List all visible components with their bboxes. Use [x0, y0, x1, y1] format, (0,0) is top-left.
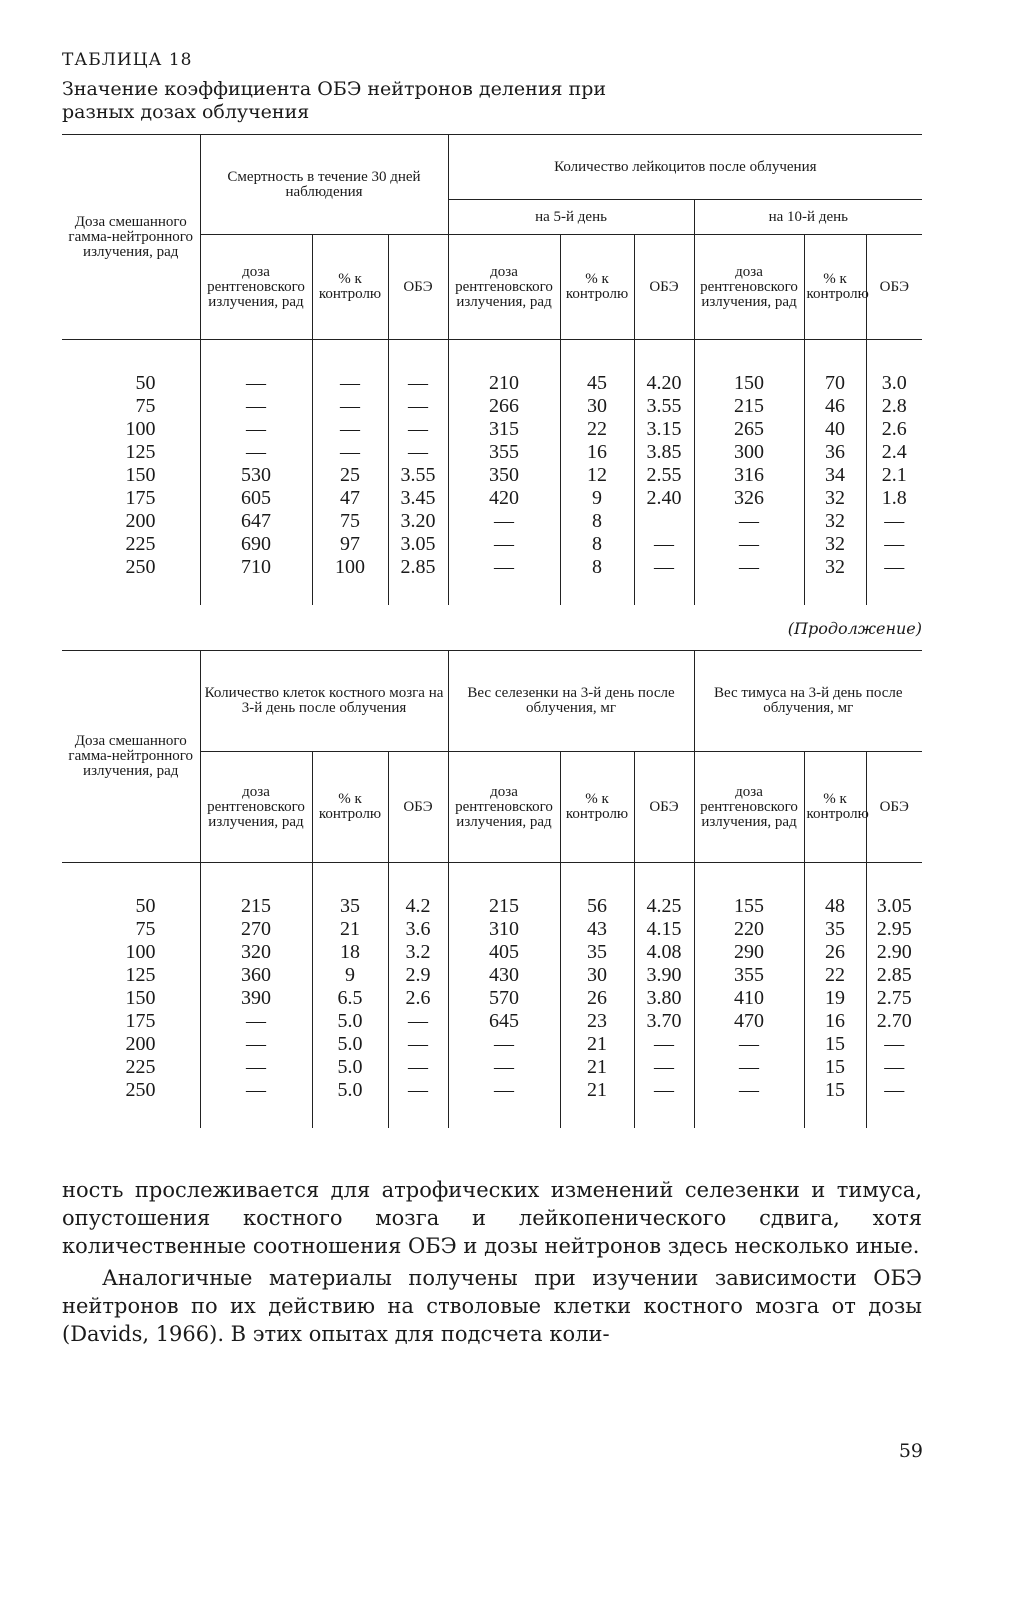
value-cell: — [866, 533, 922, 556]
value-cell: 210 [448, 372, 560, 395]
value-cell: — [200, 1056, 312, 1079]
value-cell: 4.08 [634, 941, 694, 964]
subheader-obe: ОБЭ [866, 235, 922, 340]
header-thymus: Вес тимуса на 3-й день после облучения, мг [694, 651, 922, 752]
value-cell: 265 [694, 418, 804, 441]
value-cell: 30 [560, 395, 634, 418]
page-number: 59 [898, 1440, 923, 1462]
value-cell: 316 [694, 464, 804, 487]
spacer-cell [866, 340, 922, 373]
value-cell: — [388, 1010, 448, 1033]
paragraph-2: Аналогичные материалы получены при изучении зависимости ОБЭ нейтронов по их действию на стволовые клетки костного мозга от дозы (Davids, 1966). В этих опытах для подсчета коли- [62, 1266, 922, 1346]
subheader-dose: доза рентгеновского излучения, рад [694, 235, 804, 340]
value-cell: 3.90 [634, 964, 694, 987]
value-cell: — [448, 556, 560, 579]
table-row [62, 441, 922, 464]
value-cell: 355 [448, 441, 560, 464]
dose-cell: 175 [125, 487, 156, 509]
dose-cell: 225 [125, 533, 156, 555]
table-row [62, 510, 922, 533]
value-cell: — [866, 556, 922, 579]
spacer-cell [866, 579, 922, 605]
value-cell: 35 [804, 918, 866, 941]
value-cell: 2.85 [388, 556, 448, 579]
value-cell: — [448, 1079, 560, 1102]
subheader-pct: % к контролю [804, 235, 866, 340]
value-cell: 15 [804, 1033, 866, 1056]
value-cell: 43 [560, 918, 634, 941]
spacer-cell [804, 863, 866, 896]
subheader-dose: доза рентгеновского излучения, рад [694, 752, 804, 863]
value-cell: — [634, 1056, 694, 1079]
value-cell: 645 [448, 1010, 560, 1033]
header-spleen: Вес селезенки на 3-й день после облучения, мг [448, 651, 694, 752]
subheader-dose: доза рентгеновского излучения, рад [448, 752, 560, 863]
value-cell: — [866, 1079, 922, 1102]
value-cell: 25 [312, 464, 388, 487]
value-cell: 270 [200, 918, 312, 941]
value-cell: — [388, 441, 448, 464]
table-part-2-body [62, 863, 922, 1129]
spacer-cell [312, 1102, 388, 1128]
value-cell: 215 [694, 395, 804, 418]
value-cell: 405 [448, 941, 560, 964]
value-cell: 6.5 [312, 987, 388, 1010]
value-cell: 355 [694, 964, 804, 987]
value-cell: 8 [560, 533, 634, 556]
value-cell: 36 [804, 441, 866, 464]
dose-cell: 75 [135, 395, 156, 417]
value-cell: 420 [448, 487, 560, 510]
value-cell: 290 [694, 941, 804, 964]
spacer-cell [200, 1102, 312, 1128]
value-cell: 32 [804, 556, 866, 579]
value-cell: 2.55 [634, 464, 694, 487]
subheader-obe: ОБЭ [866, 752, 922, 863]
dose-cell: 100 [125, 418, 156, 440]
value-cell: 47 [312, 487, 388, 510]
value-cell: 3.80 [634, 987, 694, 1010]
value-cell: 15 [804, 1079, 866, 1102]
value-cell: — [200, 441, 312, 464]
dose-cell: 125 [125, 441, 156, 463]
value-cell: 3.70 [634, 1010, 694, 1033]
dose-cell: 75 [135, 918, 156, 940]
subheader-pct: % к контролю [804, 752, 866, 863]
spacer-cell [62, 579, 200, 605]
value-cell: 9 [312, 964, 388, 987]
value-cell: 22 [560, 418, 634, 441]
subheader-dose: доза рентгеновского излучения, рад [200, 235, 312, 340]
paragraph-1: ность прослеживается для атрофических изменений селезенки и тимуса, опустошения костного мозга и лейкопенического сдвига, хотя количественные соотношения ОБЭ и дозы нейтронов здесь несколько иные. [62, 1178, 922, 1258]
value-cell: 32 [804, 510, 866, 533]
spacer-cell [560, 340, 634, 373]
value-cell: 3.85 [634, 441, 694, 464]
table-row [62, 918, 922, 941]
table-label: ТАБЛИЦА 18 [62, 50, 193, 70]
dose-cell: 50 [135, 372, 156, 394]
header-day10: на 10-й день [694, 200, 922, 235]
spacer-cell [560, 1102, 634, 1128]
table-row [62, 464, 922, 487]
header-bone-marrow: Количество клеток костного мозга на 3-й день после облучения [200, 651, 448, 752]
value-cell: 570 [448, 987, 560, 1010]
value-cell: 26 [804, 941, 866, 964]
value-cell: 21 [560, 1079, 634, 1102]
table-row [62, 418, 922, 441]
value-cell: 3.2 [388, 941, 448, 964]
spacer-cell [62, 863, 200, 896]
value-cell: 8 [560, 556, 634, 579]
spacer-cell [62, 340, 200, 373]
value-cell: 300 [694, 441, 804, 464]
spacer-cell [312, 579, 388, 605]
value-cell: — [634, 533, 694, 556]
value-cell: 3.15 [634, 418, 694, 441]
value-cell: 215 [448, 895, 560, 918]
value-cell: 2.95 [866, 918, 922, 941]
value-cell: 2.6 [388, 987, 448, 1010]
value-cell: 3.55 [388, 464, 448, 487]
value-cell: 34 [804, 464, 866, 487]
value-cell: 4.25 [634, 895, 694, 918]
value-cell: 21 [560, 1056, 634, 1079]
spacer-cell [804, 1102, 866, 1128]
subheader-obe: ОБЭ [634, 752, 694, 863]
value-cell: 26 [560, 987, 634, 1010]
spacer-cell [200, 579, 312, 605]
spacer-cell [634, 863, 694, 896]
value-cell: 21 [560, 1033, 634, 1056]
dose-cell: 225 [125, 1056, 156, 1078]
value-cell: — [312, 372, 388, 395]
value-cell: 35 [560, 941, 634, 964]
value-cell: — [694, 556, 804, 579]
spacer-cell [388, 579, 448, 605]
spacer-cell [388, 340, 448, 373]
value-cell: — [866, 1056, 922, 1079]
value-cell: 46 [804, 395, 866, 418]
value-cell: — [866, 1033, 922, 1056]
value-cell: — [634, 1079, 694, 1102]
value-cell: 22 [804, 964, 866, 987]
table-row [62, 487, 922, 510]
value-cell: 390 [200, 987, 312, 1010]
value-cell: 18 [312, 941, 388, 964]
value-cell: 100 [312, 556, 388, 579]
value-cell: 155 [694, 895, 804, 918]
value-cell: — [448, 510, 560, 533]
table-title: Значение коэффициента ОБЭ нейтронов деления при разных дозах облучения [62, 78, 607, 123]
value-cell: — [388, 395, 448, 418]
continuation-note: (Продолжение) [787, 619, 922, 638]
value-cell: 32 [804, 533, 866, 556]
value-cell: 48 [804, 895, 866, 918]
table-row [62, 895, 922, 918]
value-cell: — [312, 418, 388, 441]
header-leukocytes: Количество лейкоцитов после облучения [448, 135, 922, 200]
value-cell: 45 [560, 372, 634, 395]
value-cell: — [388, 1056, 448, 1079]
spacer-cell [62, 1102, 200, 1128]
value-cell: — [200, 372, 312, 395]
subheader-dose: доза рентгеновского излучения, рад [200, 752, 312, 863]
value-cell: — [694, 510, 804, 533]
subheader-pct: % к контролю [560, 235, 634, 340]
subheader-obe: ОБЭ [388, 235, 448, 340]
value-cell: 2.40 [634, 487, 694, 510]
value-cell: 690 [200, 533, 312, 556]
value-cell: 470 [694, 1010, 804, 1033]
spacer-cell [448, 579, 560, 605]
dose-cell: 200 [125, 1033, 156, 1055]
value-cell: 326 [694, 487, 804, 510]
value-cell: — [312, 441, 388, 464]
spacer-cell [448, 1102, 560, 1128]
spacer-cell [448, 340, 560, 373]
spacer-cell [312, 863, 388, 896]
dose-cell: 100 [125, 941, 156, 963]
table-row [62, 964, 922, 987]
value-cell: 4.15 [634, 918, 694, 941]
spacer-cell [804, 579, 866, 605]
spacer-cell [694, 579, 804, 605]
value-cell: 9 [560, 487, 634, 510]
spacer-cell [694, 1102, 804, 1128]
subheader-obe: ОБЭ [634, 235, 694, 340]
spacer-cell [312, 340, 388, 373]
table-row [62, 395, 922, 418]
value-cell: 16 [804, 1010, 866, 1033]
value-cell: — [694, 1033, 804, 1056]
value-cell: 2.6 [866, 418, 922, 441]
value-cell: 605 [200, 487, 312, 510]
value-cell: — [200, 1079, 312, 1102]
subheader-obe: ОБЭ [388, 752, 448, 863]
spacer-cell [200, 863, 312, 896]
dose-cell: 250 [125, 1079, 156, 1101]
subheader-dose: доза рентгеновского излучения, рад [448, 235, 560, 340]
dose-cell: 200 [125, 510, 156, 532]
dose-cell: 150 [125, 464, 156, 486]
value-cell: 21 [312, 918, 388, 941]
value-cell: 2.4 [866, 441, 922, 464]
value-cell: 310 [448, 918, 560, 941]
value-cell: 30 [560, 964, 634, 987]
value-cell: — [448, 1056, 560, 1079]
value-cell: 5.0 [312, 1056, 388, 1079]
spacer-cell [448, 863, 560, 896]
table-row [62, 987, 922, 1010]
value-cell: 3.05 [388, 533, 448, 556]
spacer-cell [200, 340, 312, 373]
value-cell: 35 [312, 895, 388, 918]
table-part-1-grid [62, 134, 922, 605]
dose-cell: 50 [135, 895, 156, 917]
value-cell: 23 [560, 1010, 634, 1033]
value-cell: 2.85 [866, 964, 922, 987]
header-mortality: Смертность в течение 30 дней наблюдения [200, 135, 448, 235]
value-cell: 8 [560, 510, 634, 533]
value-cell: 2.70 [866, 1010, 922, 1033]
spacer-cell [388, 1102, 448, 1128]
value-cell: — [448, 533, 560, 556]
table-row [62, 372, 922, 395]
value-cell: 220 [694, 918, 804, 941]
table-row [62, 1079, 922, 1102]
value-cell: — [200, 418, 312, 441]
value-cell: 75 [312, 510, 388, 533]
value-cell: 3.6 [388, 918, 448, 941]
value-cell: — [694, 1079, 804, 1102]
page [62, 50, 922, 1348]
value-cell: 5.0 [312, 1033, 388, 1056]
value-cell: 266 [448, 395, 560, 418]
value-cell: 315 [448, 418, 560, 441]
value-cell: — [388, 1033, 448, 1056]
value-cell: 2.9 [388, 964, 448, 987]
table-part-2 [62, 650, 922, 1128]
table-row [62, 533, 922, 556]
subheader-pct: % к контролю [312, 752, 388, 863]
value-cell: — [634, 556, 694, 579]
value-cell: — [200, 1033, 312, 1056]
value-cell: 360 [200, 964, 312, 987]
value-cell: 3.0 [866, 372, 922, 395]
value-cell: — [634, 1033, 694, 1056]
spacer-cell [560, 863, 634, 896]
value-cell: 32 [804, 487, 866, 510]
table-row [62, 1010, 922, 1033]
dose-header: Доза смешанного гамма-нейтронного излучения, рад [62, 135, 200, 340]
value-cell: 2.75 [866, 987, 922, 1010]
value-cell: 15 [804, 1056, 866, 1079]
value-cell: 215 [200, 895, 312, 918]
value-cell: 19 [804, 987, 866, 1010]
dose-cell: 175 [125, 1010, 156, 1032]
value-cell: — [200, 1010, 312, 1033]
value-cell: 5.0 [312, 1079, 388, 1102]
subheader-pct: % к контролю [560, 752, 634, 863]
value-cell: 2.8 [866, 395, 922, 418]
value-cell: — [694, 533, 804, 556]
value-cell: 150 [694, 372, 804, 395]
value-cell: — [388, 1079, 448, 1102]
value-cell: 2.90 [866, 941, 922, 964]
value-cell: 530 [200, 464, 312, 487]
value-cell: 4.2 [388, 895, 448, 918]
value-cell: 647 [200, 510, 312, 533]
table-row [62, 941, 922, 964]
dose-cell: 125 [125, 964, 156, 986]
value-cell: — [200, 395, 312, 418]
value-cell: — [694, 1056, 804, 1079]
value-cell: — [388, 418, 448, 441]
value-cell: 2.1 [866, 464, 922, 487]
table-row [62, 556, 922, 579]
value-cell: — [866, 510, 922, 533]
spacer-cell [634, 1102, 694, 1128]
value-cell: 12 [560, 464, 634, 487]
spacer-cell [634, 340, 694, 373]
subheader-pct: % к контролю [312, 235, 388, 340]
value-cell: 350 [448, 464, 560, 487]
value-cell: 3.05 [866, 895, 922, 918]
spacer-cell [634, 579, 694, 605]
value-cell: 70 [804, 372, 866, 395]
value-cell: 1.8 [866, 487, 922, 510]
spacer-cell [560, 579, 634, 605]
spacer-cell [694, 863, 804, 896]
value-cell: 4.20 [634, 372, 694, 395]
spacer-cell [866, 863, 922, 896]
value-cell: — [312, 395, 388, 418]
table-part-1-body [62, 340, 922, 606]
spacer-cell [804, 340, 866, 373]
dose-cell: 150 [125, 987, 156, 1009]
table-row [62, 1033, 922, 1056]
value-cell: 56 [560, 895, 634, 918]
value-cell: 3.20 [388, 510, 448, 533]
value-cell: 430 [448, 964, 560, 987]
spacer-cell [694, 340, 804, 373]
dose-header: Доза смешанного гамма-нейтронного излучения, рад [62, 651, 200, 863]
value-cell: 710 [200, 556, 312, 579]
value-cell: 320 [200, 941, 312, 964]
value-cell: — [448, 1033, 560, 1056]
value-cell: 410 [694, 987, 804, 1010]
table-row [62, 1056, 922, 1079]
header-day5: на 5-й день [448, 200, 694, 235]
spacer-cell [866, 1102, 922, 1128]
value-cell: 16 [560, 441, 634, 464]
value-cell: 97 [312, 533, 388, 556]
value-cell: 40 [804, 418, 866, 441]
dose-cell: 250 [125, 556, 156, 578]
value-cell: 3.45 [388, 487, 448, 510]
spacer-cell [388, 863, 448, 896]
value-cell: — [388, 372, 448, 395]
value-cell [634, 510, 694, 533]
value-cell: 3.55 [634, 395, 694, 418]
value-cell: 5.0 [312, 1010, 388, 1033]
